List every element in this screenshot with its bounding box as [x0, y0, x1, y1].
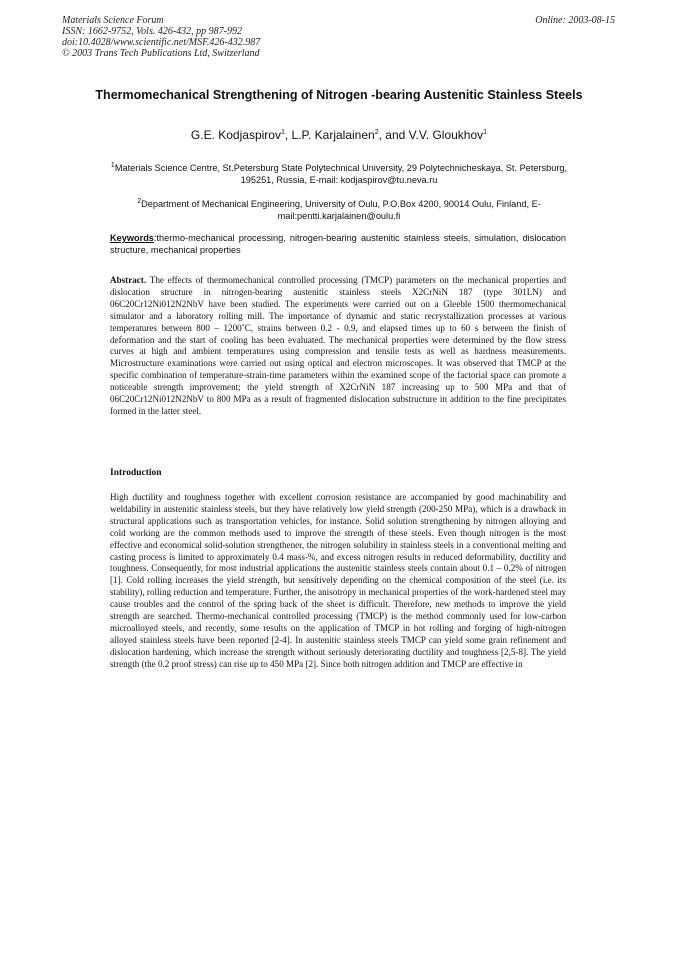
author-separator: , and: [378, 128, 409, 142]
keywords-label: Keywords: [110, 233, 154, 243]
journal-header: [62, 15, 260, 59]
affiliation-mark: 1: [110, 161, 115, 169]
affiliation-2: [110, 198, 568, 222]
affiliation-mark: 2: [137, 197, 142, 205]
author-separator: ,: [284, 128, 292, 142]
author-list: [80, 128, 598, 143]
doi-line: doi:10.4028/www.scientific.net/MSF.426-432.987: [62, 37, 261, 48]
author-affiliation-mark: 1: [483, 129, 488, 136]
keywords-text: :thermo-mechanical processing, nitrogen-bearing austenitic stainless steels, simulation, dislocation structure, mechanical properties: [110, 233, 566, 255]
author-name: G.E. Kodjaspirov: [190, 128, 281, 142]
paper-title: Thermomechanical Strengthening of Nitrogen -bearing Austenitic Stainless Steels: [95, 88, 583, 102]
abstract-text: The effects of thermomechanical controlled processing (TMCP) parameters on the mechanical properties and dislocation structure in nitrogen-bearing austenitic stainless steels X2CrNiN 187 (type 301LN) and 06C20Cr12Ni012N2NbV have been studied. The experiments were carried out on a Gleeble 1500 thermomechanical simulator and a laboratory rolling mill. The importance of dynamic and static recrystallization processes at various temperatures between 800 – 1200˚C, strains between 0.2 - 0.9, and elapsed times up to 60 s between the finish of deformation and the start of cooling has been evaluated. The mechanical properties were determined by the flow stress curves at high and ambient temperatures using compression and tensile tests as well as hardness measurements. Microstructure examinations were carried out using optical and electron microscopes. It was observed that TMCP at the specific combination of temperature-strain-time parameters within the examined scope of the factorial space can promote a noticeable strength improvement; the yield strength of X2CrNiN 187 increasing up to 500 MPa and that of 06C20Cr12Ni012N2NbV to 800 MPa as a result of fragmented dislocation substructure in addition to the fine precipitates formed in the latter steel.: [110, 275, 566, 416]
online-date: Online: 2003-08-15: [535, 15, 615, 26]
author-affiliation-mark: 2: [374, 129, 379, 136]
journal-name: Materials Science Forum: [62, 15, 164, 26]
issn-line: ISSN: 1662-9752, Vols. 426-432, pp 987-992: [62, 26, 242, 37]
affiliation-1: [110, 162, 568, 186]
copyright-line: © 2003 Trans Tech Publications Ltd, Switzerland: [62, 48, 260, 59]
affiliation-text: Materials Science Centre, St.Petersburg State Polytechnical University, 29 Polytechnicheskaya, St. Petersburg, 195251, Russia, E-mail: kodjaspirov@tu.neva.ru: [114, 163, 568, 185]
abstract: [110, 275, 566, 418]
affiliation-text: Department of Mechanical Engineering, University of Oulu, P.O.Box 4200, 90014 Oulu, Finland, E-mail:pentti.karjalainen@oulu.fi: [141, 199, 541, 221]
section-heading-introduction: Introduction: [110, 468, 162, 478]
keywords: [110, 232, 566, 256]
abstract-label: Abstract.: [110, 275, 147, 285]
author-name: V.V. Gloukhov: [408, 128, 484, 142]
author-affiliation-mark: 1: [280, 129, 285, 136]
introduction-paragraph: High ductility and toughness together with excellent corrosion resistance are accompanied by good machinability and weldability in austenitic stainless steels, but they have relatively low yield strength (200-250 MPa), which is a drawback in structural applications such as transportation vehicles, for instance. Solid solution strengthening by nitrogen alloying and cold working are the common methods used to improve the strength of these steels. Even though nitrogen is the most effective and economical solid-solution strengthener, the nitrogen solubility in stainless steels in a conventional melting and casting process is limited to approximately 0.4 mass-%, and excess nitrogen results in reduced deformability, ductility and toughness. Consequently, for most industrial applications the austenitic stainless steels contain about 0.1 – 0.2% of nitrogen [1]. Cold rolling increases the yield strength, but sensitively depending on the chemical composition of the steel (i.e. its stability), rolling reduction and temperature. Further, the anisotropy in mechanical properties of the work-hardened steel may cause troubles and the control of the spring back of the sheet is difficult. Therefore, new methods to improve the yield strength are searched. Thermo-mechanical controlled processing (TMCP) is the method commonly used for low-carbon microalloyed steels, and recently, some results on the application of TMCP in hot rolling and forging of high-nitrogen alloyed stainless steels have been reported [2-4]. In austenitic stainless steels TMCP can yield some grain refinement and dislocation hardening, which increase the strength without seriously deteriorating ductility and toughness [2,5-8]. The yield strength (the 0.2 proof stress) can rise up to 450 MPa [2]. Since both nitrogen addition and TMCP are effective in: [110, 492, 566, 669]
author-name: L.P. Karjalainen: [291, 128, 375, 142]
